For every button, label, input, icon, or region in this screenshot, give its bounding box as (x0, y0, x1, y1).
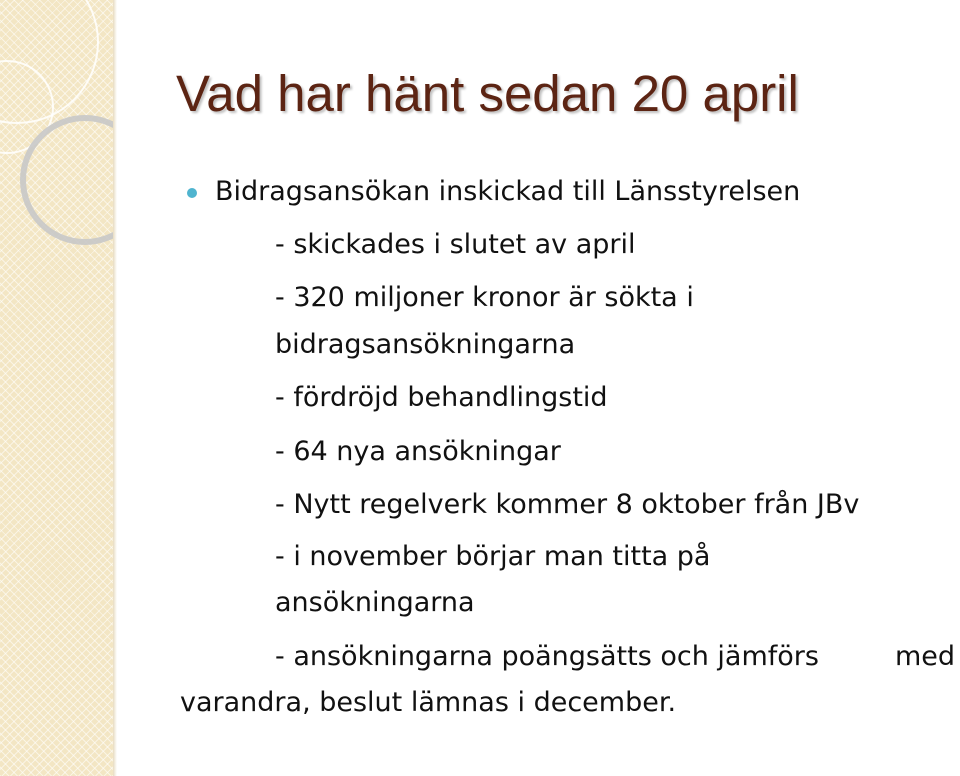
sub-line: varandra, beslut lämnas i december. (180, 687, 677, 718)
slide-title: Vad har hänt sedan 20 april (176, 65, 799, 122)
sub-line: - fördröjd behandlingstid (275, 382, 608, 413)
sub-line: - i november börjar man titta på (275, 541, 711, 572)
sub-line: - 64 nya ansökningar (275, 436, 561, 467)
sub-line: - ansökningarna poängsätts och jämförs (275, 641, 819, 672)
side-band-edge (113, 0, 117, 776)
sub-line: bidragsansökningarna (275, 329, 576, 360)
bullet-dot-icon (187, 188, 197, 198)
sub-line: - skickades i slutet av april (275, 229, 636, 260)
sub-line: - Nytt regelverk kommer 8 oktober från JBv (275, 489, 860, 520)
decorative-side-band (0, 0, 113, 776)
sub-line: - 320 miljoner kronor är sökta i (275, 282, 694, 313)
sub-line: ansökningarna (275, 587, 475, 618)
sub-line-continued: med (895, 641, 956, 672)
bullet-text: Bidragsansökan inskickad till Länsstyrelsen (215, 176, 801, 207)
